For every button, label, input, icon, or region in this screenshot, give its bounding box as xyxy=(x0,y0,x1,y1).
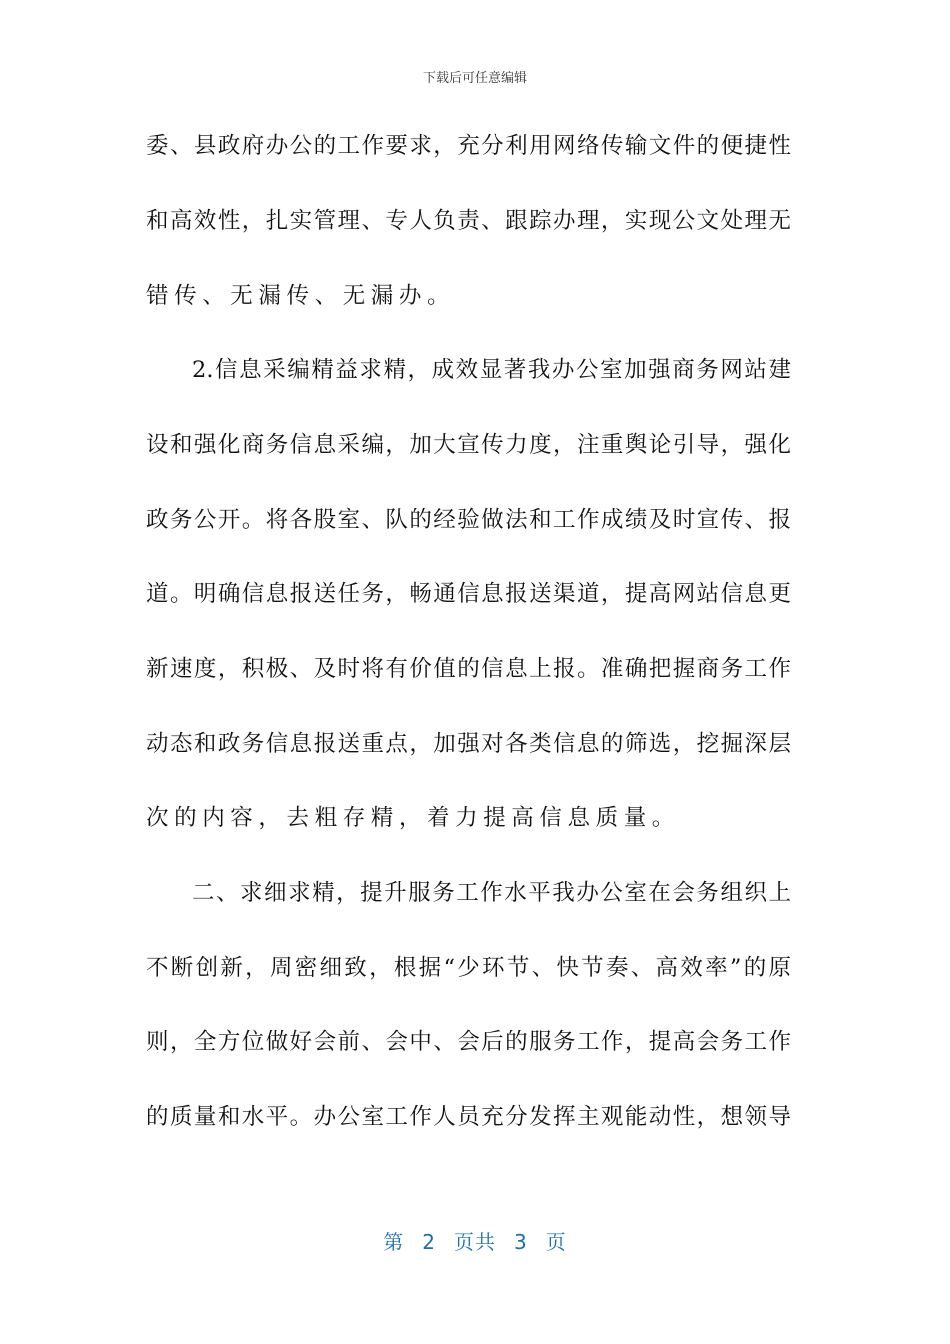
text-line: 政务公开。将各股室、队的经验做法和工作成绩及时宣传、报 xyxy=(146,507,791,533)
text-line: 次的内容，去粗存精，着力提高信息质量。 xyxy=(146,805,680,831)
footer-prefix: 第 xyxy=(383,1230,405,1254)
footer-middle: 页共 xyxy=(454,1230,496,1254)
paragraph-first-line: 二、求细求精，提升服务工作水平我办公室在会务组织上 xyxy=(192,880,791,906)
page-header: 下载后可任意编辑 xyxy=(422,71,527,86)
paragraph-first-line: 2.信息采编精益求精，成效显著我办公室加强商务网站建 xyxy=(192,357,791,383)
text-line: 设和强化商务信息采编，加大宣传力度，注重舆论引导，强化 xyxy=(146,432,791,458)
text-line: 委、县政府办公的工作要求，充分利用网络传输文件的便捷性 xyxy=(146,133,791,159)
text-line: 和高效性，扎实管理、专人负责、跟踪办理，实现公文处理无 xyxy=(146,208,791,234)
text-line: 道。明确信息报送任务，畅通信息报送渠道，提高网站信息更 xyxy=(146,581,791,607)
text-line: 则，全方位做好会前、会中、会后的服务工作，提高会务工作 xyxy=(146,1029,791,1055)
text-line: 错传、无漏传、无漏办。 xyxy=(146,283,456,309)
page-footer xyxy=(0,1226,950,1255)
footer-suffix: 页 xyxy=(545,1230,567,1254)
text-line: 不断创新，周密细致，根据“少环节、快节奏、高效率”的原 xyxy=(146,955,791,981)
total-pages-number: 3 xyxy=(514,1230,528,1254)
text-line: 新速度，积极、及时将有价值的信息上报。准确把握商务工作 xyxy=(146,656,791,682)
text-line: 动态和政务信息报送重点，加强对各类信息的筛选，挖掘深层 xyxy=(146,731,791,757)
current-page-number: 2 xyxy=(422,1230,436,1254)
text-line: 的质量和水平。办公室工作人员充分发挥主观能动性，想领导 xyxy=(146,1104,791,1130)
